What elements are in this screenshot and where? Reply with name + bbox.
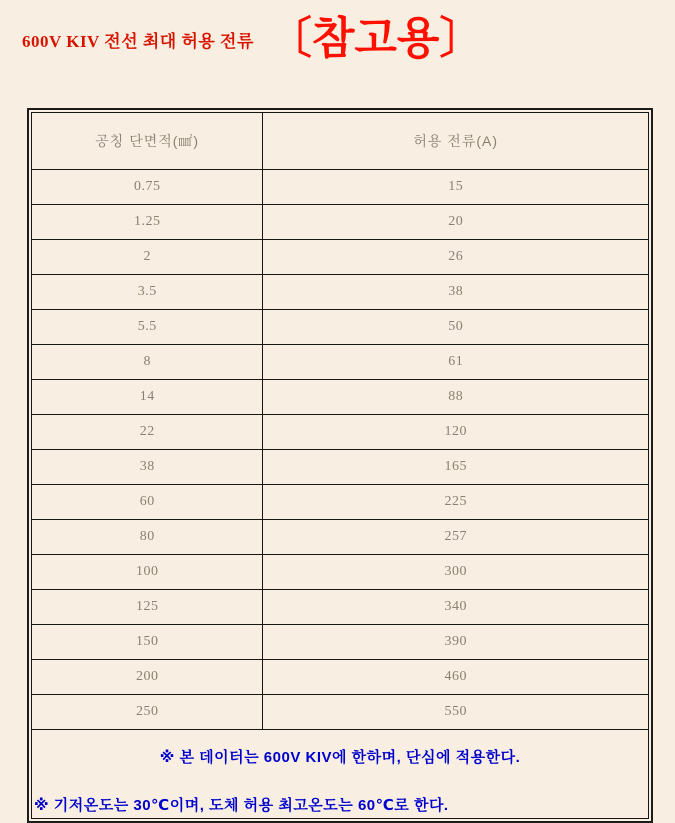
title-bar — [22, 13, 484, 64]
cell-sectional-area: 0.75 — [32, 170, 263, 205]
cell-allowable-current: 460 — [263, 660, 649, 695]
table-row — [32, 660, 649, 695]
cell-sectional-area: 80 — [32, 520, 263, 555]
table-row — [32, 695, 649, 730]
cell-allowable-current: 340 — [263, 590, 649, 625]
cell-allowable-current: 20 — [263, 205, 649, 240]
table-row — [32, 590, 649, 625]
cell-allowable-current: 50 — [263, 310, 649, 345]
table-row — [32, 415, 649, 450]
cell-sectional-area: 60 — [32, 485, 263, 520]
table-row — [32, 555, 649, 590]
column-header-allowable-current: 허용 전류(A) — [263, 113, 649, 170]
cell-allowable-current: 225 — [263, 485, 649, 520]
notes-row — [32, 730, 649, 819]
reference-label: 〔참고용〕 — [267, 13, 484, 64]
table-row — [32, 380, 649, 415]
cell-sectional-area: 5.5 — [32, 310, 263, 345]
cell-sectional-area: 14 — [32, 380, 263, 415]
header-row — [32, 113, 649, 170]
cell-allowable-current: 26 — [263, 240, 649, 275]
table-row — [32, 310, 649, 345]
cell-allowable-current: 15 — [263, 170, 649, 205]
cell-sectional-area: 150 — [32, 625, 263, 660]
note-data-scope: ※ 본 데이터는 600V KIV에 한하며, 단심에 적용한다. — [159, 749, 521, 766]
cell-sectional-area: 3.5 — [32, 275, 263, 310]
table-row — [32, 345, 649, 380]
cell-sectional-area: 250 — [32, 695, 263, 730]
cell-sectional-area: 8 — [32, 345, 263, 380]
table-row — [32, 485, 649, 520]
cell-allowable-current: 165 — [263, 450, 649, 485]
cell-sectional-area: 38 — [32, 450, 263, 485]
cell-sectional-area: 200 — [32, 660, 263, 695]
table-row — [32, 520, 649, 555]
notes-cell — [32, 730, 649, 819]
cell-sectional-area: 1.25 — [32, 205, 263, 240]
cell-allowable-current: 61 — [263, 345, 649, 380]
cell-sectional-area: 125 — [32, 590, 263, 625]
page-title: 600V KIV 전선 최대 허용 전류 — [22, 31, 254, 51]
table-row — [32, 625, 649, 660]
cell-allowable-current: 550 — [263, 695, 649, 730]
cell-allowable-current: 390 — [263, 625, 649, 660]
table-row — [32, 275, 649, 310]
cell-sectional-area: 2 — [32, 240, 263, 275]
column-header-sectional-area: 공칭 단면적(㎟) — [32, 113, 263, 170]
cell-allowable-current: 38 — [263, 275, 649, 310]
cell-allowable-current: 257 — [263, 520, 649, 555]
cell-sectional-area: 100 — [32, 555, 263, 590]
cell-allowable-current: 300 — [263, 555, 649, 590]
note-temperature: ※ 기저온도는 30℃이며, 도체 허용 최고온도는 60℃로 한다. — [34, 797, 449, 814]
table-row — [32, 450, 649, 485]
current-capacity-table — [31, 112, 649, 819]
table-row — [32, 240, 649, 275]
table-outer-border — [27, 108, 653, 823]
table-row — [32, 205, 649, 240]
cell-sectional-area: 22 — [32, 415, 263, 450]
table-row — [32, 170, 649, 205]
cell-allowable-current: 120 — [263, 415, 649, 450]
cell-allowable-current: 88 — [263, 380, 649, 415]
